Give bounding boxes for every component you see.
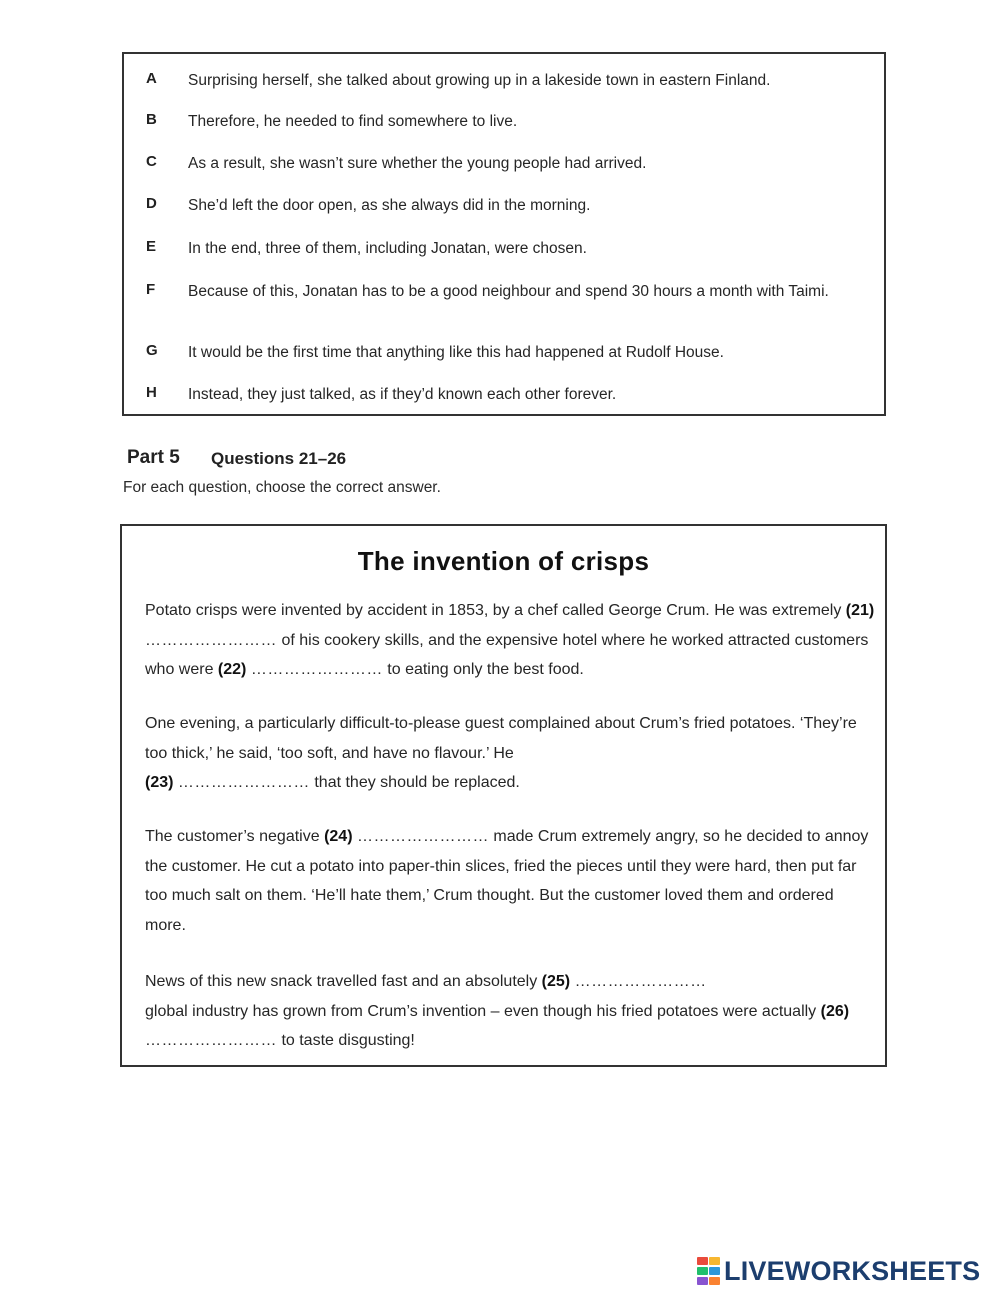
paragraph-text: The customer’s negative bbox=[145, 828, 325, 845]
paragraph-text: made Crum extremely angry, so he decided to annoy the customer. He cut a potato into paper-thin slices, fried the pieces until they were hard, then put far too much salt on them. ‘He’ll hate them,’ Crum thought. But the customer loved them and ordered more. bbox=[145, 828, 869, 934]
part-label: Part 5 bbox=[127, 447, 180, 468]
option-text: Surprising herself, she talked about growing up in a lakeside town in eastern Finland. bbox=[188, 72, 771, 89]
answer-blank-25[interactable]: …………………… bbox=[574, 973, 707, 990]
paragraph-text: News of this new snack travelled fast and an absolutely bbox=[145, 973, 542, 990]
story-paragraph-4 bbox=[145, 967, 875, 1056]
option-text: As a result, she wasn’t sure whether the young people had arrived. bbox=[188, 155, 647, 172]
answer-blank-26[interactable]: …………………… bbox=[145, 1032, 277, 1049]
option-letter: G bbox=[146, 342, 158, 359]
option-letter: B bbox=[146, 111, 157, 128]
question-number-25: (25) bbox=[541, 973, 571, 990]
option-text: It would be the first time that anything like this had happened at Rudolf House. bbox=[188, 344, 724, 361]
option-text: Therefore, he needed to find somewhere to live. bbox=[188, 113, 518, 130]
question-number-21: (21) bbox=[845, 602, 875, 619]
paragraph-text: that they should be replaced. bbox=[309, 774, 520, 791]
paragraph-text: of his cookery skills, and the expensive hotel where he worked attracted customers who were bbox=[145, 631, 869, 678]
paragraph-text: One evening, a particularly difficult-to-please guest complained about Crum’s fried potatoes. ‘They’re too thick,’ he said, ‘too soft, and have no flavour.’ He bbox=[145, 715, 857, 762]
answer-blank-24[interactable]: …………………… bbox=[356, 828, 489, 845]
logo-grid-icon bbox=[697, 1257, 721, 1285]
options-box bbox=[122, 52, 886, 416]
liveworksheets-logo bbox=[697, 1255, 980, 1287]
answer-blank-23[interactable]: …………………… bbox=[177, 774, 310, 791]
question-number-22: (22) bbox=[217, 661, 247, 678]
answer-blank-22[interactable]: …………………… bbox=[250, 661, 383, 678]
option-letter: E bbox=[146, 238, 157, 255]
option-text: In the end, three of them, including Jonatan, were chosen. bbox=[188, 240, 587, 257]
instruction-text: For each question, choose the correct answer. bbox=[123, 479, 441, 496]
option-text: She’d left the door open, as she always did in the morning. bbox=[188, 197, 591, 214]
story-paragraph-2 bbox=[145, 709, 875, 798]
option-letter: H bbox=[146, 384, 157, 401]
question-number-24: (24) bbox=[324, 828, 353, 845]
paragraph-text: to taste disgusting! bbox=[277, 1032, 415, 1049]
story-title: The invention of crisps bbox=[357, 546, 650, 576]
option-letter: A bbox=[146, 70, 157, 87]
answer-blank-21[interactable]: …………………… bbox=[145, 631, 277, 649]
paragraph-text: global industry has grown from Crum’s invention – even though his fried potatoes were actually bbox=[145, 1002, 821, 1020]
story-paragraph-3 bbox=[145, 822, 875, 940]
option-letter: F bbox=[146, 281, 156, 298]
option-text: Because of this, Jonatan has to be a good neighbour and spend 30 hours a month with Taimi. bbox=[188, 283, 829, 300]
paragraph-text: Potato crisps were invented by accident in 1853, by a chef called George Crum. He was extremely bbox=[145, 602, 846, 619]
option-letter: C bbox=[146, 153, 157, 170]
paragraph-text: to eating only the best food. bbox=[382, 661, 584, 678]
question-number-26: (26) bbox=[820, 1002, 850, 1020]
question-number-23: (23) bbox=[145, 774, 174, 791]
logo-text: LIVEWORKSHEETS bbox=[724, 1255, 981, 1286]
story-paragraph-1 bbox=[145, 596, 875, 685]
part-questions: Questions 21–26 bbox=[211, 449, 347, 468]
option-letter: D bbox=[146, 195, 157, 212]
story-box bbox=[120, 524, 887, 1067]
option-text: Instead, they just talked, as if they’d known each other forever. bbox=[188, 386, 617, 403]
